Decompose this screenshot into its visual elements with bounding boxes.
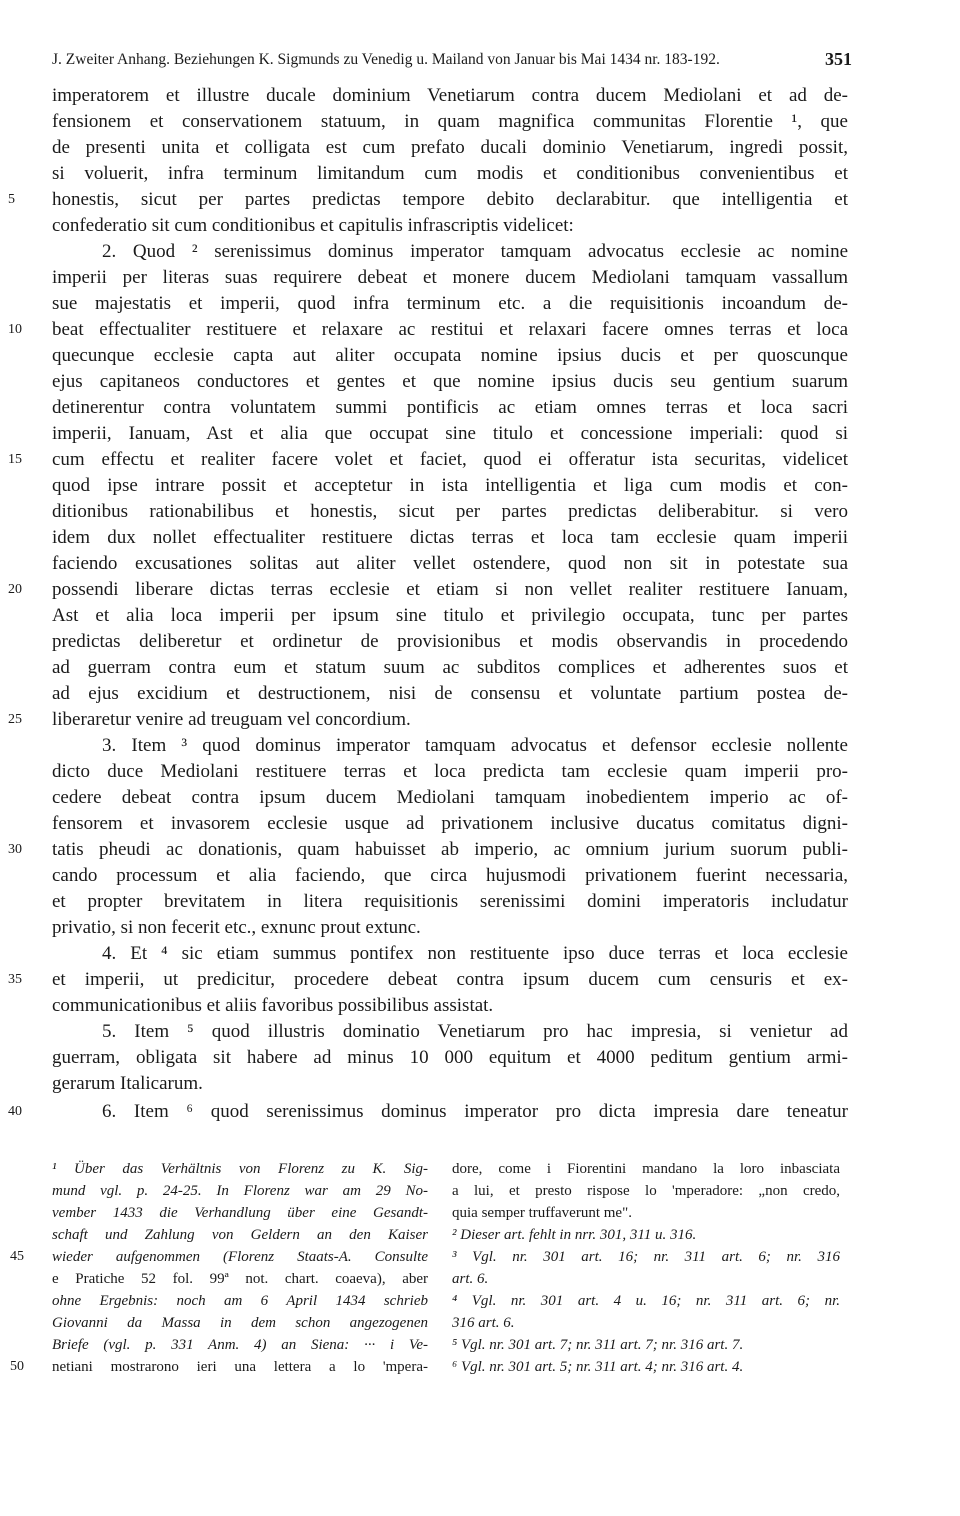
line-number: 25: [8, 712, 22, 727]
text-line: imperii, Ianuam, Ast et alia que occupat sine titulo et concessione imperiali: quod si: [52, 423, 848, 444]
text-line: 4. Et ⁴ sic etiam summus pontifex non restituente ipso duce terras et loca ecclesie: [102, 943, 848, 964]
text-line: 5. Item ⁵ quod illustris dominatio Venetiarum pro hac impresia, si venietur ad: [102, 1021, 848, 1042]
text-line: honestis, sicut per partes predictas tempore debito declarabitur. que intelligentia et: [52, 189, 848, 210]
text-line: possendi liberare dictas terras ecclesie et etiam si non vellet realiter restituere Ianuam,: [52, 579, 848, 600]
text-line: de presenti unita et colligata est cum prefato ducali dominio Venetiarum, ingredi possit,: [52, 137, 848, 158]
line-number: 45: [10, 1249, 24, 1264]
footnote-line: ⁴ Vgl. nr. 301 art. 4 u. 16; nr. 311 art. 6; nr.: [452, 1293, 840, 1309]
line-number: 10: [8, 322, 22, 337]
text-line: communicationibus et aliis favoribus possibilibus assistat.: [52, 995, 494, 1016]
line-number: 5: [8, 192, 15, 207]
footnote-line: art. 6.: [452, 1271, 489, 1287]
line-number: 20: [8, 582, 22, 597]
text-line: quod ipse intrare possit et acceptetur in ista intelligentia et liga cum modis et con-: [52, 475, 848, 496]
footnote-line: a lui, et presto rispose lo 'mperadore: „non credo,: [452, 1183, 840, 1199]
footnote-line: Briefe (vgl. p. 331 Anm. 4) an Siena: ··· i Ve-: [52, 1337, 428, 1353]
text-line: cando processum et alia faciendo, que circa hujusmodi privationem fuerint necessaria,: [52, 865, 848, 886]
text-line: gerarum Italicarum.: [52, 1073, 203, 1094]
text-line: guerram, obligata sit habere ad minus 10 000 equitum et 4000 peditum gentium armi-: [52, 1047, 848, 1068]
footnote-line: mund vgl. p. 24-25. In Florenz war am 29 No-: [52, 1183, 428, 1199]
footnote-line: e Pratiche 52 fol. 99ª not. chart. coaeva), aber: [52, 1271, 428, 1287]
text-line: fensionem et conservationem statuum, in quam magnifica communitas Florentie ¹, que: [52, 111, 848, 132]
text-line: et propter brevitatem in litera requisitionis serenissimi domini imperatoris includatur: [52, 891, 848, 912]
footnote-line: wieder aufgenommen (Florenz Staats-A. Consulte: [52, 1249, 428, 1265]
footnote-line: ⁵ Vgl. nr. 301 art. 7; nr. 311 art. 7; nr. 316 art. 7.: [452, 1337, 744, 1353]
line-number: 30: [8, 842, 22, 857]
line-number: 40: [8, 1104, 22, 1119]
text-line: idem dux nollet effectualiter restituere dictas terras et loca tam ecclesie quam imperii: [52, 527, 848, 548]
text-line: detinerentur contra voluntatem summi pontificis ac etiam omnes terras et loca sacri: [52, 397, 848, 418]
footnote-line: Giovanni da Massa in dem schon angezogenen: [52, 1315, 428, 1331]
text-line: et imperii, ut predicitur, procedere debeat contra ipsum ducem cum censuris et ex-: [52, 969, 848, 990]
text-line: ditionibus rationabilibus et honestis, sicut per partes predictas deliberabitur. si vero: [52, 501, 848, 522]
footnote-line: netiani mostrarono ieri una lettera a lo 'mpera-: [52, 1359, 428, 1375]
footnote-line: ohne Ergebnis: noch am 6 April 1434 schrieb: [52, 1293, 428, 1309]
running-header: [52, 49, 852, 73]
text-line: imperatorem et illustre ducale dominium Venetiarum contra ducem Mediolani et ad de-: [52, 85, 848, 106]
text-line: dicto duce Mediolani restituere terras et loca predicta tam ecclesie quam imperii pro-: [52, 761, 848, 782]
footnote-line: dore, come i Fiorentini mandano la loro inbasciata: [452, 1161, 840, 1177]
line-number: 35: [8, 972, 22, 987]
text-line: Ast et alia loca imperii per ipsum sine titulo et privilegio occupata, tunc per partes: [52, 605, 848, 626]
text-line: 3. Item ³ quod dominus imperator tamquam advocatus et defensor ecclesie nollente: [102, 735, 848, 756]
running-title: J. Zweiter Anhang. Beziehungen K. Sigmunds zu Venedig u. Mailand von Januar bis Mai 1434 nr. 183-192.: [52, 51, 720, 68]
text-line: ad ejus excidium et destructionem, nisi de consensu et voluntate partium postea de-: [52, 683, 848, 704]
footnote-line: ³ Vgl. nr. 301 art. 16; nr. 311 art. 6; nr. 316: [452, 1249, 840, 1265]
text-line: ad guerram contra eum et statum suum ac subditos complices et adherentes suos et: [52, 657, 848, 678]
text-line: privatio, si non fecerit etc., exnunc prout extunc.: [52, 917, 421, 938]
text-line: ejus capitaneos conductores et gentes et que nomine ipsius ducis seu gentium suarum: [52, 371, 848, 392]
text-line: 2. Quod ² serenissimus dominus imperator tamquam advocatus ecclesie ac nomine: [102, 241, 848, 262]
text-line: tatis pheudi ac donationis, quam habuisset ab imperio, ac omnium jurium suorum publi-: [52, 839, 848, 860]
text-line: faciendo excusationes solitas aut aliter vellet ostendere, quod non sit in potestate sua: [52, 553, 848, 574]
footnote-line: ¹ Über das Verhältnis von Florenz zu K. Sig-: [52, 1161, 428, 1177]
footnote-line: vember 1433 die Verhandlung über eine Gesandt-: [52, 1205, 428, 1221]
text-line: 6. Item ⁶ quod serenissimus dominus imperator pro dicta impresia dare teneatur: [102, 1101, 848, 1122]
text-line: cedere debeat contra ipsum ducem Mediolani tamquam inobedientem imperio ac of-: [52, 787, 848, 808]
footnote-line: ⁶ Vgl. nr. 301 art. 5; nr. 311 art. 4; nr. 316 art. 4.: [452, 1359, 744, 1375]
text-line: si voluerit, infra terminum limitandum cum modis et conditionibus convenientibus et: [52, 163, 848, 184]
text-line: beat effectualiter restituere et relaxare ac restitui et relaxari facere omnes terras et loca: [52, 319, 848, 340]
footnote-line: 316 art. 6.: [452, 1315, 515, 1331]
text-line: imperii per literas suas requirere debeat et monere ducem Mediolani tamquam vassallum: [52, 267, 848, 288]
footnote-line: quia semper truffaverunt me".: [452, 1205, 632, 1221]
line-number: 50: [10, 1359, 24, 1374]
footnote-line: ² Dieser art. fehlt in nrr. 301, 311 u. 316.: [452, 1227, 697, 1243]
footnote-line: schaft und Zahlung von Geldern an den Kaiser: [52, 1227, 428, 1243]
text-line: quecunque ecclesie capta aut aliter occupata nomine ipsius ducis et per quoscunque: [52, 345, 848, 366]
text-line: fensorem et invasorem ecclesie usque ad privationem inclusive ducatus comitatus digni-: [52, 813, 848, 834]
text-line: confederatio sit cum conditionibus et capitulis infrascriptis videlicet:: [52, 215, 574, 236]
page-number: 351: [825, 49, 852, 69]
text-line: liberaretur venire ad treuguam vel concordium.: [52, 709, 411, 730]
text-line: sue majestatis et imperii, quod infra terminum etc. a die requisitionis incoandum de-: [52, 293, 848, 314]
text-line: predictas deliberetur et ordinetur de provisionibus et modis observandis in procedendo: [52, 631, 848, 652]
text-line: cum effectu et realiter facere volet et faciet, quod ei offeratur ista securitas, videlicet: [52, 449, 848, 470]
line-number: 15: [8, 452, 22, 467]
